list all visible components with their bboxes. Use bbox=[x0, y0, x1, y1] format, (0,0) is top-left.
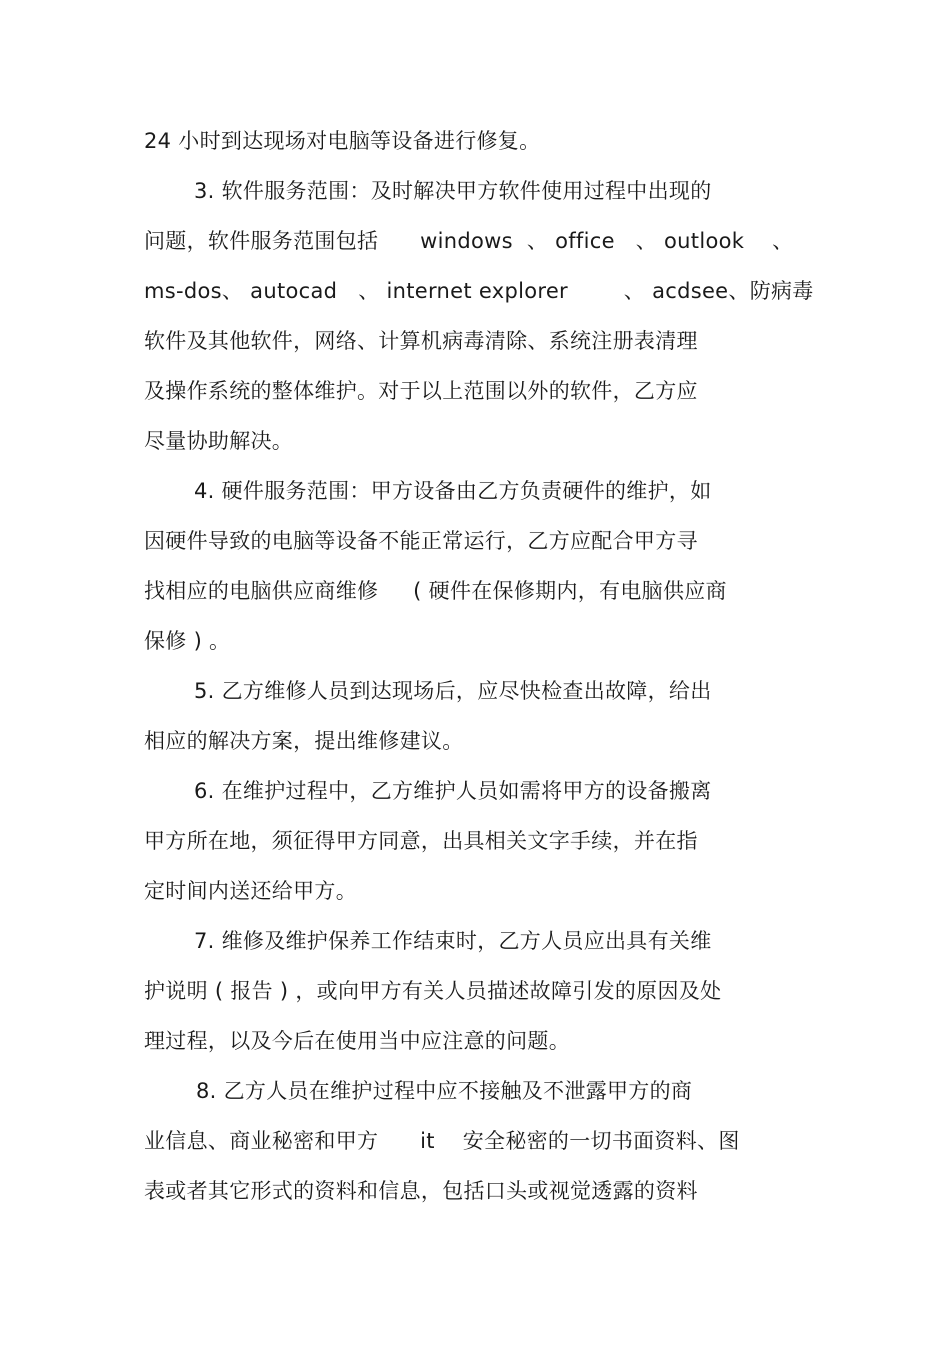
text-line: 甲方所在地，须征得甲方同意，出具相关文字手续，并在指 bbox=[144, 829, 698, 853]
text-line: 问题，软件服务范围包括 windows 、 office 、 outlook 、 bbox=[144, 229, 794, 253]
text-line: 定时间内送还给甲方。 bbox=[144, 879, 357, 903]
text-line: 软件及其他软件，网络、计算机病毒清除、系统注册表清理 bbox=[144, 329, 698, 353]
paragraph-5-start: 5. 乙方维修人员到达现场后，应尽快检查出故障，给出 bbox=[194, 679, 712, 703]
text-line: ms-dos、 autocad 、 internet explorer 、 acdsee、防病毒 bbox=[144, 279, 814, 303]
text-line: 护说明 ( 报告 ) ，或向甲方有关人员描述故障引发的原因及处 bbox=[144, 979, 722, 1003]
paragraph-7-start: 7. 维修及维护保养工作结束时，乙方人员应出具有关维 bbox=[194, 929, 712, 953]
text-line: 表或者其它形式的资料和信息，包括口头或视觉透露的资料 bbox=[144, 1179, 698, 1203]
paragraph-6-start: 6. 在维护过程中，乙方维护人员如需将甲方的设备搬离 bbox=[194, 779, 712, 803]
text-line: 因硬件导致的电脑等设备不能正常运行，乙方应配合甲方寻 bbox=[144, 529, 698, 553]
text-line: 相应的解决方案，提出维修建议。 bbox=[144, 729, 464, 753]
text-line: 找相应的电脑供应商维修 ( 硬件在保修期内，有电脑供应商 bbox=[144, 579, 727, 603]
text-line: 保修 ) 。 bbox=[144, 629, 231, 653]
text-line: 及操作系统的整体维护。对于以上范围以外的软件，乙方应 bbox=[144, 379, 698, 403]
paragraph-8-start: 8. 乙方人员在维护过程中应不接触及不泄露甲方的商 bbox=[196, 1079, 693, 1103]
text-line: 24 小时到达现场对电脑等设备进行修复。 bbox=[144, 129, 541, 153]
text-line: 尽量协助解决。 bbox=[144, 429, 294, 453]
paragraph-4-start: 4. 硬件服务范围：甲方设备由乙方负责硬件的维护，如 bbox=[194, 479, 712, 503]
text-line: 理过程，以及今后在使用当中应注意的问题。 bbox=[144, 1029, 570, 1053]
paragraph-3-start: 3. 软件服务范围：及时解决甲方软件使用过程中出现的 bbox=[194, 179, 712, 203]
text-line: 业信息、商业秘密和甲方 it 安全秘密的一切书面资料、图 bbox=[144, 1129, 740, 1153]
